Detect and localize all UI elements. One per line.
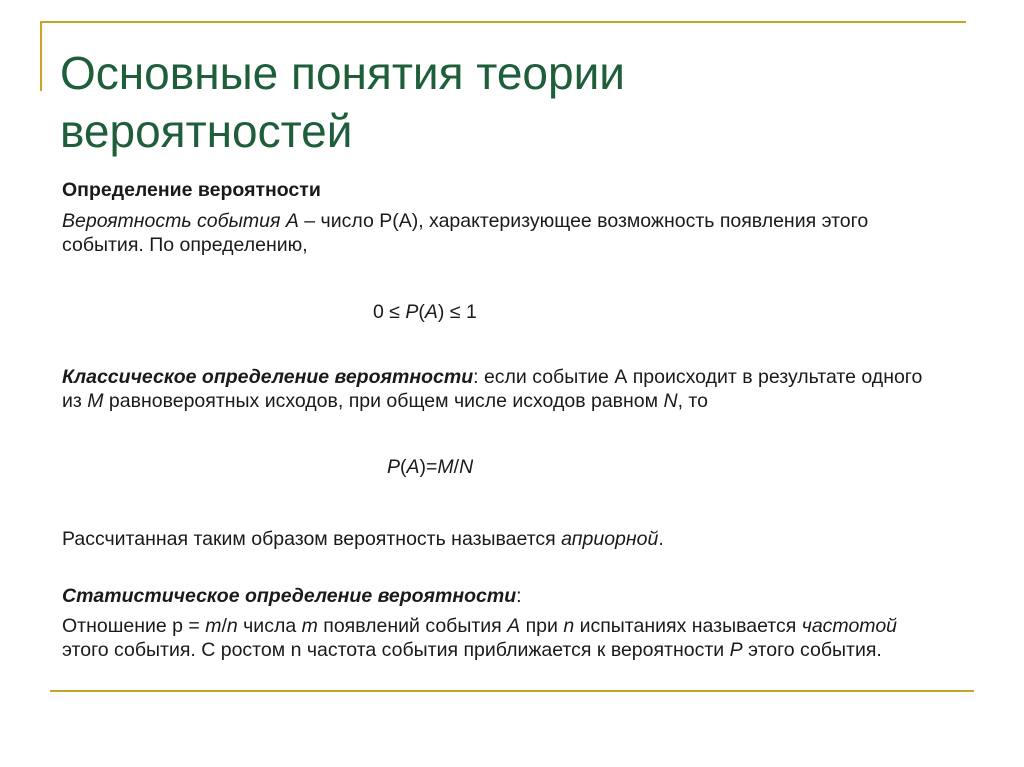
formula-classic-n: N <box>459 456 474 478</box>
definition-paragraph <box>62 209 942 257</box>
statistical-definition-term: Статистическое определение вероятности <box>62 585 517 607</box>
stat-a: А <box>507 615 521 637</box>
formula-classic <box>62 455 942 479</box>
title-line-1: Основные понятия теории <box>60 47 625 99</box>
stat-t1: Отношение р = <box>62 615 206 637</box>
classic-n: N <box>663 390 678 412</box>
slide-content <box>62 178 942 662</box>
stat-slash: / <box>221 615 227 637</box>
stat-m2: m <box>301 615 318 637</box>
stat-t5: испытаниях называется <box>574 615 802 637</box>
classic-text-b: равновероятных исходов, при общем числе исходов равном <box>103 390 664 412</box>
formula-bounds-left: 0 ≤ <box>373 301 406 323</box>
slide-title <box>60 44 940 160</box>
definition-text: – число Р(А), характеризующее возможность появления этого события. По определению, <box>62 210 869 256</box>
apriori-text: Рассчитанная таким образом вероятность называется <box>62 528 562 550</box>
apriori-end: . <box>658 528 664 550</box>
formula-bounds-close: ) ≤ 1 <box>437 301 477 323</box>
stat-t7: этого события. <box>742 639 882 661</box>
stat-n2: n <box>563 615 575 637</box>
classic-text-a: : если событие А происходит в результате одного из <box>62 366 923 412</box>
formula-bounds-a: A <box>424 301 438 323</box>
statistical-colon: : <box>516 585 522 607</box>
statistical-paragraph <box>62 614 942 662</box>
stat-m1: m <box>205 615 222 637</box>
classic-text-c: , то <box>677 390 708 412</box>
bottom-rule <box>50 690 974 692</box>
classic-m: М <box>87 390 104 412</box>
definition-term: Вероятность события А <box>62 210 299 232</box>
stat-t4: при <box>520 615 564 637</box>
title-line-2: вероятностей <box>60 105 353 157</box>
classic-definition-term: Классическое определение вероятности <box>62 366 474 388</box>
formula-classic-p: P <box>387 456 401 478</box>
formula-classic-open: ( <box>400 456 407 478</box>
top-rule <box>40 21 966 23</box>
formula-bounds-p: P <box>405 301 419 323</box>
stat-frequency-term: частотой <box>801 615 898 637</box>
formula-classic-m: M <box>437 456 454 478</box>
statistical-definition-heading <box>62 584 942 608</box>
stat-t2: числа <box>237 615 302 637</box>
formula-bounds <box>62 300 942 324</box>
formula-classic-slash: / <box>453 456 460 478</box>
apriori-term: априорной <box>561 528 659 550</box>
stat-n1: n <box>226 615 238 637</box>
apriori-paragraph <box>62 527 942 551</box>
formula-bounds-open: ( <box>418 301 425 323</box>
section-heading-definition: Определение вероятности <box>62 179 321 201</box>
left-rule <box>40 21 42 91</box>
stat-t6: этого события. С ростом n частота события приближается к вероятности <box>62 639 730 661</box>
classic-definition-paragraph <box>62 365 942 413</box>
formula-classic-a: A <box>406 456 420 478</box>
stat-p: Р <box>729 639 743 661</box>
formula-classic-eq: )= <box>419 456 438 478</box>
stat-t3: появлений события <box>317 615 508 637</box>
